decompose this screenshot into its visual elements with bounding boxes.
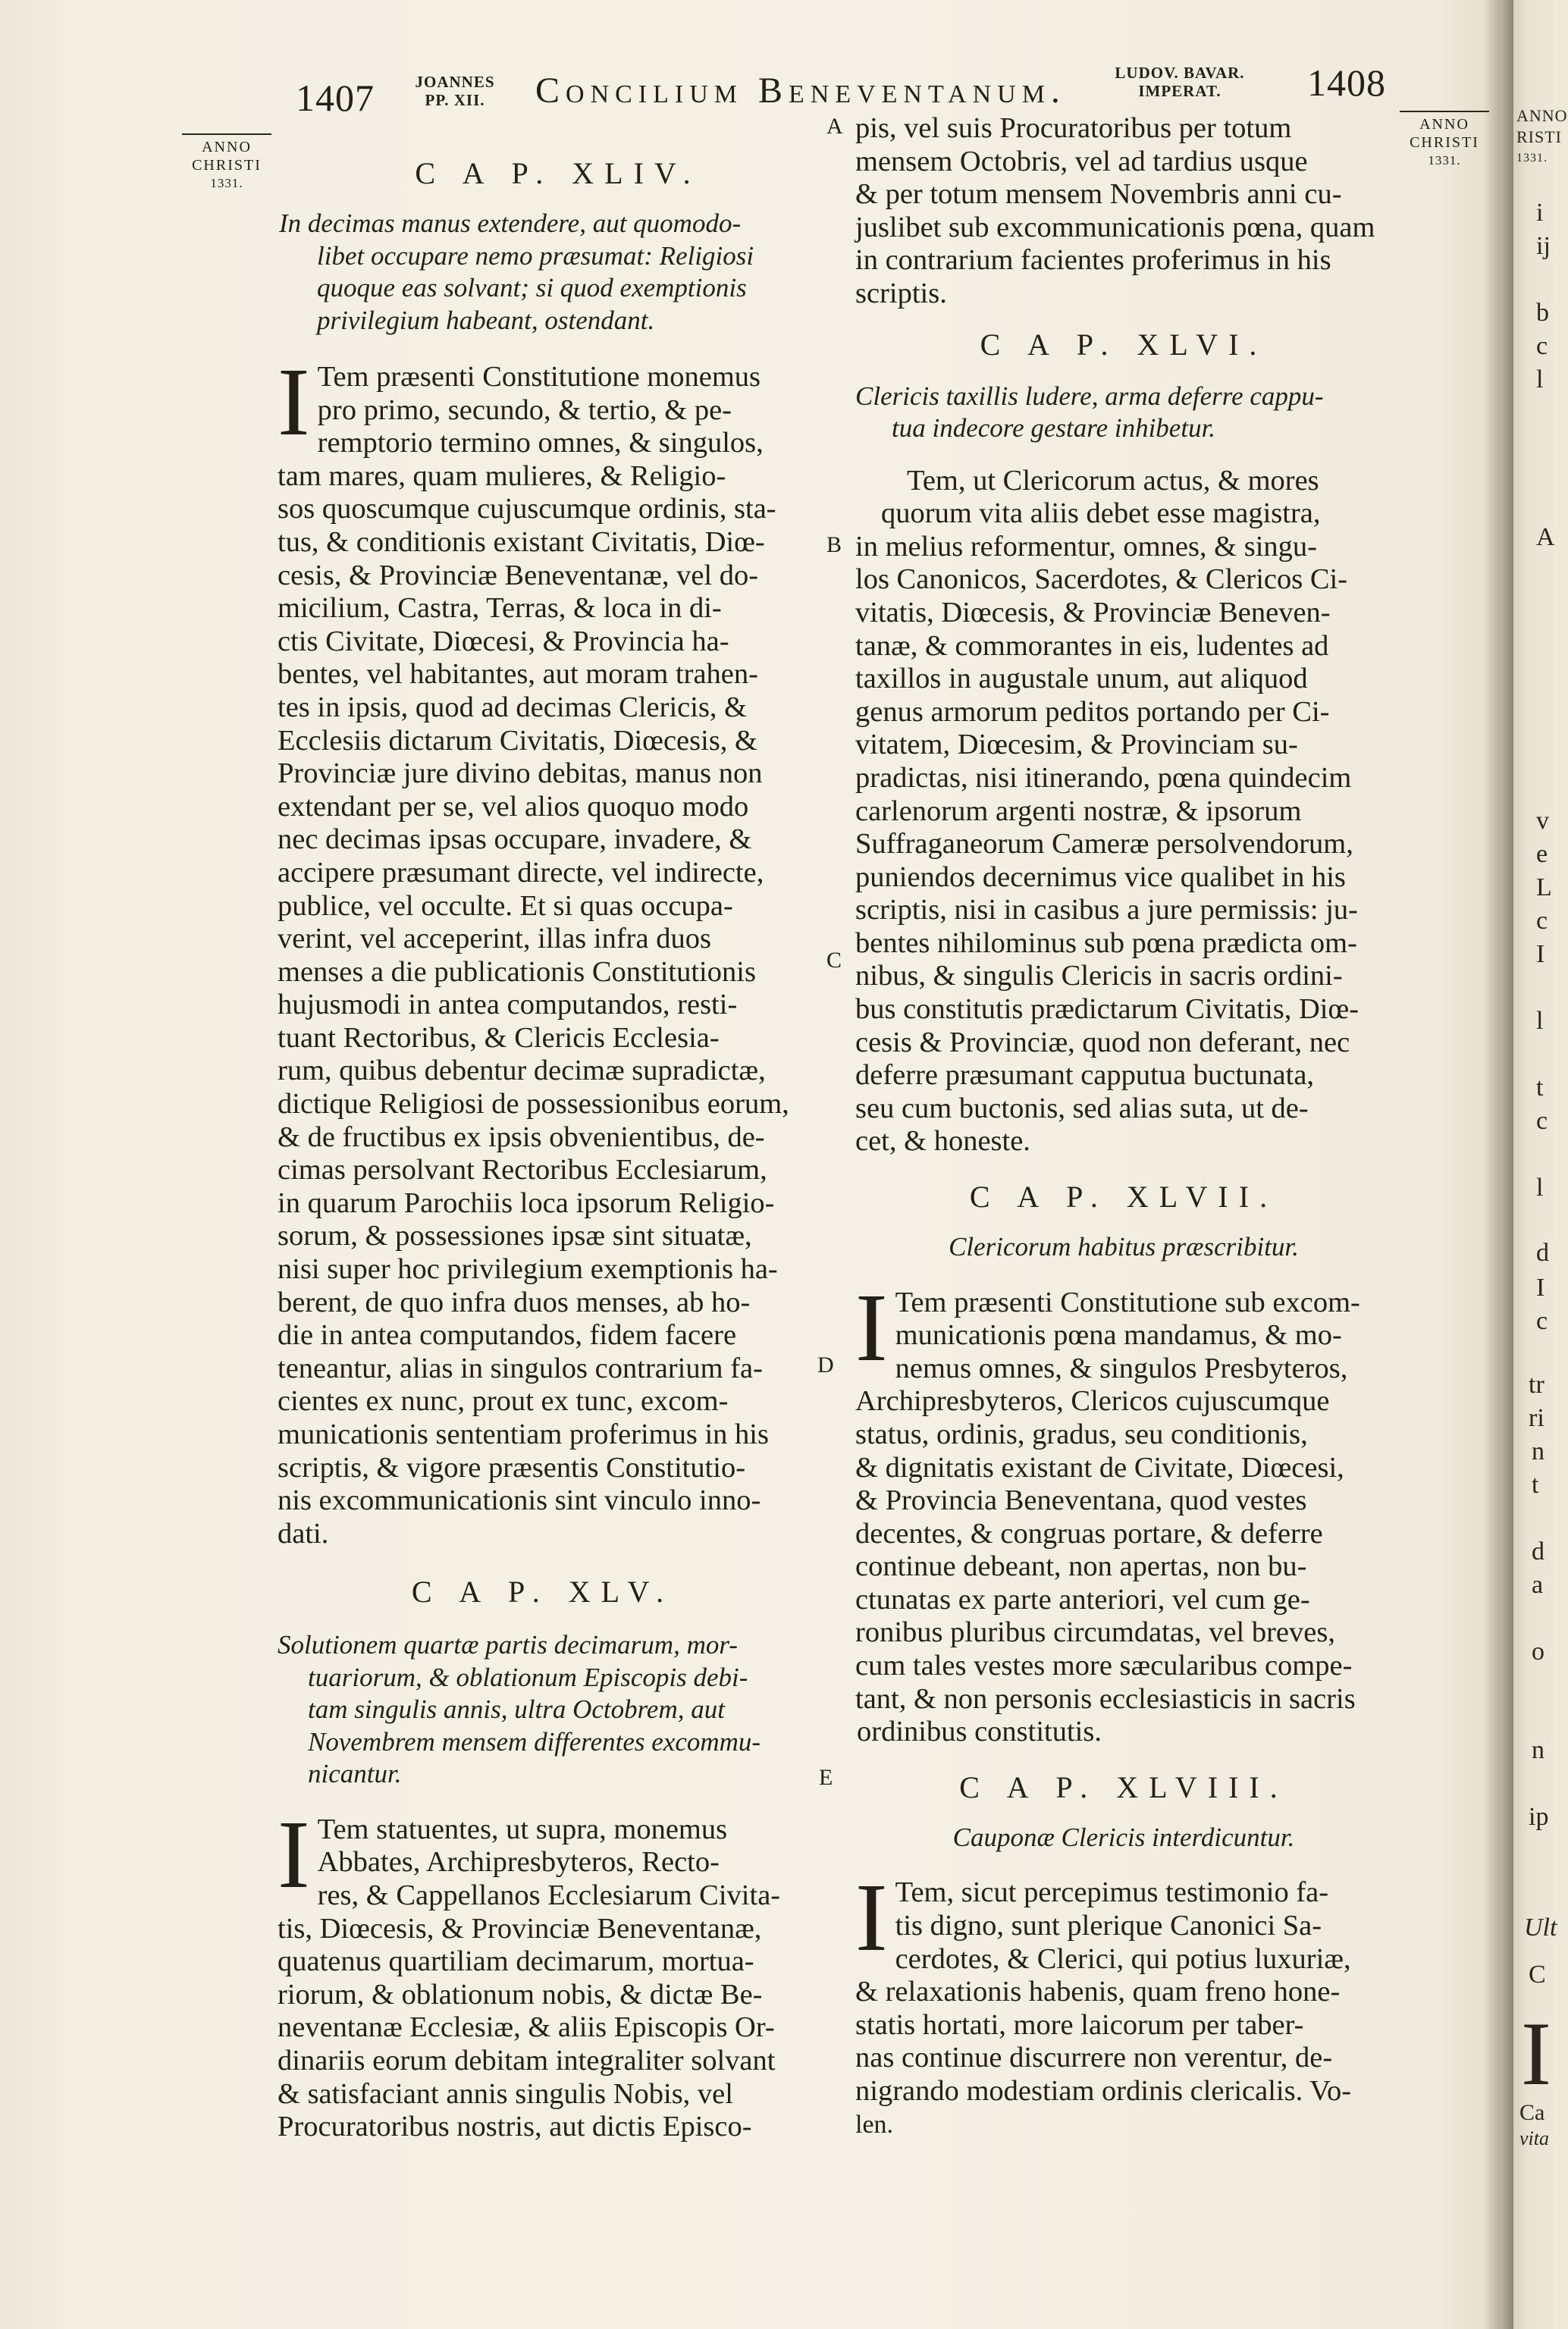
fragment: a [1532,1571,1544,1599]
fragment: Ca [1519,2100,1545,2125]
body-line: micilium, Castra, Terras, & loca in di- [278,592,722,625]
summary-line: Cauponæ Clericis interdicuntur. [952,1822,1295,1852]
body-line: sos quoscumque cujuscumque ordinis, sta- [278,493,776,525]
catchword: len. [855,2110,894,2139]
body-line: ronibus pluribus circumdatas, vel breves, [855,1616,1335,1649]
chapter-body-45 [278,1800,808,2144]
anno-box-left [182,133,271,193]
body-line: status, ordinis, gradus, seu conditionis, [855,1418,1308,1450]
continued-text [855,112,1392,311]
summary-line: In decimas manus extendere, aut quomodo- [279,208,742,238]
body-line: publice, vel occulte. Et si quas occupa- [278,889,733,922]
left-column [278,155,808,2144]
body-line: tant, & non personis ecclesiasticis in sacris [855,1682,1356,1715]
body-line: Provinciæ jure divino debitas, manus non [278,757,763,790]
body-line: nas continue discurrere non verentur, de- [855,2042,1333,2074]
margin-letter-a: A [826,114,843,139]
body-line: Suffraganeorum Cameræ persolvendorum, [855,828,1353,860]
left-running-top: JOANNES [415,73,495,91]
body-line: Ecclesiis dictarum Civitatis, Diœcesis, & [278,724,757,757]
summary-line: Novembrem mensem differentes excommu- [308,1726,761,1757]
body-line: carlenorum argenti nostræ, & ipsorum [855,795,1302,827]
body-line: dati. [278,1517,329,1550]
body-line: vitatis, Diœcesis, & Provinciæ Beneven- [855,596,1331,628]
fragment: b [1536,299,1549,327]
body-line: pis, vel suis Procuratoribus per totum [855,112,1292,144]
body-line: & per totum mensem Novembris anni cu- [855,178,1342,211]
body-line: cimas persolvant Rectoribus Ecclesiarum, [278,1154,767,1186]
next-page-edge [1513,0,1568,2329]
body-line: cesis, & Provinciæ Beneventanæ, vel do- [278,559,759,591]
fragment: vita [1519,2127,1549,2149]
fragment: I [1536,1274,1545,1302]
body-line: verint, vel acceperint, illas infra duos [278,923,711,955]
fragment: tr [1529,1371,1544,1399]
body-line: dinariis eorum debitam integraliter solvant [278,2045,776,2077]
body-line: Tem, ut Clericorum actus, & mores [907,464,1319,497]
fragment: c [1536,1107,1548,1135]
body-line: taxillos in augustale unum, aut aliquod [855,663,1308,695]
body-line: dictique Religiosi de possessionibus eorum, [278,1088,789,1121]
body-line: seu cum buctonis, sed alias suta, ut de- [855,1092,1309,1124]
fragment: RISTI [1516,127,1562,146]
body-line: pradictas, nisi itinerando, pœna quindecim [855,761,1352,794]
anno-year: 1331. [1428,153,1461,168]
fragment: t [1532,1471,1539,1499]
body-line: berent, de quo infra duos menses, ab ho- [278,1286,751,1318]
summary-line: tam singulis annis, ultra Octobrem, aut [308,1694,725,1725]
body-line: bentes nihilominus sub pœna prædicta om- [855,926,1357,959]
body-line: ctunatas ex parte anteriori, vel cum ge- [855,1583,1310,1616]
body-line: & satisfaciant annis singulis Nobis, vel [278,2077,733,2110]
fragment: ip [1529,1803,1549,1831]
fragment: d [1532,1538,1544,1566]
anno-rule [182,133,271,135]
body-line: & dignitatis existant de Civitate, Diœcesi, [855,1451,1344,1484]
body-line: decentes, & congruas portare, & deferre [855,1517,1323,1550]
chapter-summary-46 [855,381,1392,445]
body-line: bentes, vel habitantes, aut moram trahen- [278,658,758,691]
body-line: quorum vita aliis debet esse magistra, [881,497,1321,530]
fragment: c [1536,332,1548,360]
fragment: ij [1536,232,1551,260]
chapter-heading-47: C A P. XLVII. [969,1180,1278,1215]
body-line: nigrando modestiam ordinis clericalis. Vo- [855,2074,1352,2107]
body-line: statis hortati, more laicorum per taber- [855,2008,1304,2041]
fragment: l [1536,365,1544,393]
body-line: res, & Cappellanos Ecclesiarum Civita- [317,1879,781,1912]
body-line: vitatem, Diœcesim, & Provinciam su- [855,729,1298,761]
body-line: genus armorum peditos portando per Ci- [855,695,1330,728]
margin-letter-e: E [819,1765,833,1790]
summary-line: nicantur. [308,1759,402,1789]
body-line: ordinibus constitutis. [857,1716,1102,1748]
fragment: i [1536,199,1544,227]
fragment: c [1536,907,1548,935]
running-title-text: Concilium Beneventanum. [535,71,1066,111]
body-line: extendant per se, vel alios quoquo modo [278,790,749,823]
body-line: Tem statuentes, ut supra, monemus [317,1813,728,1845]
body-line: Abbates, Archipresbyteros, Recto- [317,1846,720,1879]
body-line: ctis Civitate, Diœcesi, & Provincia ha- [278,625,729,657]
body-line: tis digno, sunt plerique Canonici Sa- [895,1909,1322,1942]
summary-line: privilegium habeant, ostendant. [317,305,655,335]
body-line: scriptis, nisi in casibus a jure permissis: ju- [855,894,1358,926]
drop-cap-initial: I [855,1864,888,1972]
fragment: ri [1529,1404,1544,1432]
chapter-summary-47 [855,1231,1392,1264]
body-line: & de fructibus ex ipsis obvenientibus, de- [278,1121,765,1153]
body-line: hujusmodi in antea computandos, resti- [278,989,738,1021]
body-line: cet, & honeste. [855,1125,1030,1158]
body-line: cientes ex nunc, prout ex tunc, excom- [278,1385,729,1418]
body-line: neventanæ Ecclesiæ, & aliis Episcopis Or- [278,2011,775,2044]
body-line: quatenus quartiliam decimarum, mortua- [278,1945,754,1978]
body-line: mensem Octobris, vel ad tardius usque [855,145,1308,177]
body-line: scriptis, & vigore præsentis Constitutio- [278,1451,746,1484]
anno-label-christi: CHRISTI [192,157,262,174]
summary-line: Clericis taxillis ludere, arma deferre cappu- [855,381,1324,411]
body-line: tuant Rectoribus, & Clericis Ecclesia- [278,1021,720,1054]
fragment: I [1521,2003,1551,2104]
body-line: continue debeant, non apertas, non bu- [855,1550,1307,1583]
gutter-shadow [1485,0,1515,2329]
body-line: tes in ipsis, quod ad decimas Clericis, & [278,691,748,723]
body-line: accipere præsumant directe, vel indirecte, [278,856,764,889]
left-running-bottom: PP. XII. [425,91,485,109]
chapter-body-47 [855,1273,1392,1749]
body-line: nisi super hoc privilegium exemptionis ha- [278,1253,778,1286]
fragment: t [1536,1074,1544,1102]
summary-line: libet occupare nemo præsumat: Religiosi [317,240,754,271]
anno-label: ANNO [1419,116,1469,133]
fragment: n [1532,1437,1544,1465]
anno-label-christi: CHRISTI [1410,134,1479,151]
right-page-number: 1408 [1307,61,1386,104]
fragment: L [1536,873,1552,901]
fragment: d [1536,1239,1549,1267]
fragment: o [1532,1638,1544,1666]
body-line: scriptis. [855,277,947,309]
summary-line: Clericorum habitus præscribitur. [949,1232,1299,1262]
body-line: cerdotes, & Clerici, qui potius luxuriæ, [895,1942,1351,1975]
chapter-body-44 [278,348,808,1550]
body-line: tam mares, quam mulieres, & Religio- [278,459,726,492]
anno-year: 1331. [210,176,243,190]
body-line: rum, quibus debentur decimæ supradictæ, [278,1055,766,1087]
fragment: C [1529,1961,1546,1989]
body-line: cum tales vestes more sæcularibus compe- [855,1650,1353,1682]
body-line: tus, & conditionis existant Civitatis, Diœ- [278,525,765,558]
body-line: teneantur, alias in singulos contrarium fa- [278,1352,763,1384]
left-running-head [409,73,500,109]
body-line: Tem, sicut percepimus testimonio fa- [895,1876,1329,1909]
body-line: nis excommunicationis sint vinculo inno- [278,1484,761,1517]
right-running-top: LUDOV. BAVAR. [1115,64,1245,82]
body-line: deferre præsumant capputua buctunata, [855,1059,1315,1092]
body-line: nibus, & singulis Clericis in sacris ordini- [855,960,1343,992]
summary-line: Solutionem quartæ partis decimarum, mor- [278,1630,738,1660]
body-line: puniendos decernimus vice qualibet in his [855,860,1346,893]
anno-label: ANNO [202,139,252,155]
right-running-bottom: IMPERAT. [1138,82,1221,100]
summary-line: tua indecore gestare inhibetur. [892,413,1216,444]
body-line: bus constitutis prædictarum Civitatis, Diœ- [855,993,1359,1026]
summary-line: tuariorum, & oblationum Episcopis debi- [308,1662,748,1692]
left-page-number: 1407 [296,77,375,119]
body-line: menses a die publicationis Constitutionis [278,955,756,988]
margin-letter-d: D [817,1353,834,1378]
body-line: die in antea computandos, fidem facere [278,1319,737,1352]
fragment: e [1536,840,1548,868]
fragment: v [1536,807,1549,835]
margin-letter-c: C [826,948,842,973]
body-line: juslibet sub excommunicationis pœna, quam [855,211,1375,243]
body-line: in contrarium facientes proferimus in his [855,244,1331,277]
margin-letter-b: B [826,532,842,557]
fragment: c [1536,1307,1548,1335]
right-column [855,112,1392,2141]
fragment: n [1532,1736,1544,1764]
fragment: l [1536,1174,1544,1202]
chapter-heading-48: C A P. XLVIII. [959,1769,1288,1804]
chapter-summary-44 [278,208,808,337]
body-line: & Provincia Beneventana, quod vestes [855,1484,1307,1517]
chapter-body-46 [855,465,1392,1158]
body-line: Archipresbyteros, Clericos cujuscumque [855,1385,1330,1418]
fragment: I [1536,940,1545,968]
body-line: los Canonicos, Sacerdotes, & Clericos Ci- [855,563,1348,596]
body-line: sorum, & possessiones ipsæ sint situatæ, [278,1220,752,1252]
body-line: municationis pœna mandamus, & mo- [895,1319,1342,1352]
drop-cap-initial: I [278,1800,310,1908]
summary-line: quoque eas solvant; si quod exemptionis [317,273,747,302]
body-line: tanæ, & commorantes in eis, ludentes ad [855,629,1329,662]
body-line: remptorio termino omnes, & singulos, [317,427,764,459]
anno-box-right [1400,111,1489,170]
body-line: nemus omnes, & singulos Presbyteros, [895,1352,1348,1384]
anno-rule [1400,111,1489,112]
body-line: pro primo, secundo, & tertio, & pe- [317,393,732,426]
fragment: Ult [1524,1914,1557,1942]
chapter-body-48 [855,1864,1392,2141]
chapter-heading-44: C A P. XLIV. [415,156,701,190]
fragment: A [1536,523,1555,551]
chapter-summary-48 [855,1822,1392,1854]
fragment: l [1536,1007,1544,1035]
body-line: Procuratoribus nostris, aut dictis Episco- [278,2111,752,2143]
chapter-heading-46: C A P. XLVI. [980,327,1268,362]
fragment: ANNO [1516,106,1568,125]
body-line: & relaxationis habenis, quam freno hone- [855,1976,1341,2008]
body-line: in quarum Parochiis loca ipsorum Religio- [278,1186,775,1219]
right-running-head [1104,64,1256,100]
drop-cap-initial: I [855,1273,888,1381]
body-line: tis, Diœcesis, & Provinciæ Beneventanæ, [278,1912,762,1945]
chapter-heading-45: C A P. XLV. [411,1575,675,1610]
body-line: cesis & Provinciæ, quod non deferant, nec [855,1026,1350,1058]
chapter-summary-45 [278,1629,808,1791]
body-line: Tem præsenti Constitutione monemus [317,361,761,393]
running-title [535,70,1066,111]
fragment: 1331. [1516,152,1548,165]
body-line: in melius reformentur, omnes, & singu- [855,530,1318,563]
drop-cap-initial: I [278,348,310,456]
body-line: nec decimas ipsas occupare, invadere, & [278,823,752,856]
body-line: riorum, & oblationum nobis, & dictæ Be- [278,1978,763,2011]
body-line: Tem præsenti Constitutione sub excom- [895,1286,1360,1318]
body-line: municationis sententiam proferimus in his [278,1418,769,1450]
